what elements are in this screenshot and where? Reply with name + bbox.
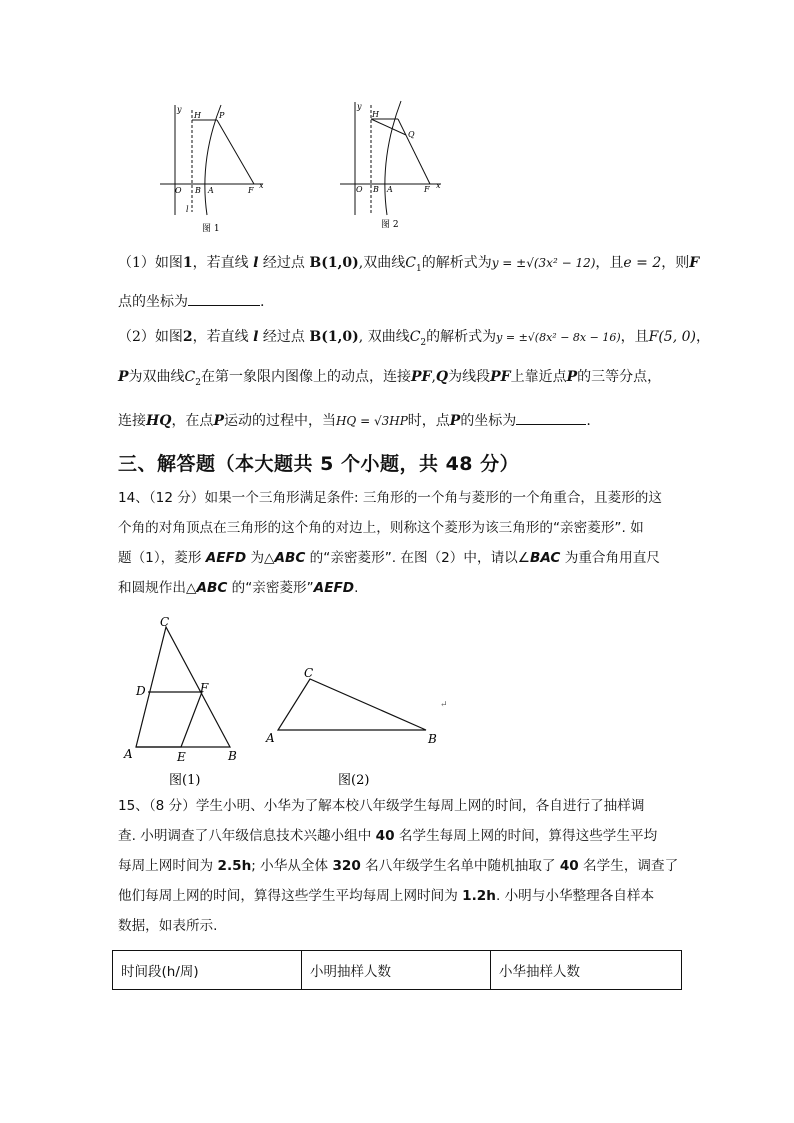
question-15 [118, 796, 680, 946]
label-h: H [372, 110, 379, 119]
q14-line4: 和圆规作出△ABC 的“亲密菱形”AEFD. [118, 580, 359, 596]
label-a: A [266, 731, 275, 745]
q15-line1: 15、（8 分）学生小明、小华为了解本校八年级学生每周上网的时间，各自进行了抽样调 [118, 798, 645, 814]
figure-1 [155, 100, 280, 235]
point-f: F(5, 0) [648, 329, 696, 345]
label-a: A [124, 747, 133, 761]
q14-line1: 14、（12 分）如果一个三角形满足条件: 三角形的一个角与菱形的一个角重合，且菱形的这 [118, 490, 662, 506]
label-e: E [177, 750, 186, 764]
label-l: l [186, 205, 189, 214]
condition-formula: HQ = √3HP [335, 414, 408, 428]
label-x: x [436, 181, 441, 190]
q15-line4: 他们每周上网的时间，算得这些学生平均每周上网时间为 1.2h. 小明与小华整理各自样本 [118, 888, 655, 904]
caption-figure-2: 图 2 [381, 220, 399, 230]
hyperbola-branch [205, 105, 221, 215]
answer-blank-1[interactable] [188, 290, 260, 306]
formula-c1: y = ±√(3x² − 12) [491, 256, 596, 270]
label-d: D [136, 684, 146, 698]
label-q: Q [408, 130, 415, 139]
figure-triangle [260, 662, 460, 792]
question-14 [118, 488, 680, 608]
answer-blank-2[interactable] [516, 409, 586, 425]
paragraph-mark-icon: ↵ [440, 700, 448, 710]
label-b: B [228, 749, 237, 763]
label-h: H [194, 111, 201, 120]
label-c: C [160, 615, 170, 629]
table-header-row [113, 951, 682, 990]
eccentricity: e = 2 [623, 255, 662, 271]
label-y: y [357, 102, 362, 111]
q15-line5: 数据，如表所示. [118, 918, 218, 934]
label-f: F [424, 185, 430, 194]
triangle-abc [136, 627, 230, 747]
formula-c2: y = ±√(8x² − 8x − 16) [496, 331, 621, 344]
caption-figure-triangle: 图(2) [338, 773, 370, 788]
hyperbola-branch [385, 101, 401, 215]
label-o: O [356, 185, 363, 194]
q13-part2-line1: （2）如图2，若直线 l 经过点 B(1,0), 双曲线$C_2$的解析式为y = ±√(8x² − 8x − 16)，且F(5, 0)， [118, 329, 710, 348]
segment-pf [217, 120, 254, 184]
q14-line2: 个角的对角顶点在三角形的这个角的对边上，则称这个菱形为该三角形的“亲密菱形”. 如 [118, 520, 644, 536]
q14-line3: 题（1），菱形 AEFD 为△ABC 的“亲密菱形”. 在图（2）中，请以∠BAC 为重合角用直尺 [118, 550, 660, 566]
label-p: P [219, 111, 225, 120]
label-c: C [304, 666, 314, 680]
header-xiaohua-count: 小华抽样人数 [491, 951, 682, 990]
label-y: y [177, 105, 182, 114]
label-a: A [208, 186, 214, 195]
section-heading: 三、解答题（本大题共 5 个小题，共 48 分） [118, 453, 520, 475]
segment-pf [398, 119, 430, 184]
q15-line3: 每周上网时间为 2.5h; 小华从全体 320 名八年级学生名单中随机抽取了 40 名学生，调查了 [118, 858, 679, 874]
rhombus-aefd [136, 692, 202, 747]
q13-part2-line3: 连接HQ，在点P运动的过程中，当HQ = √3HP时，点P的坐标为 . [118, 409, 591, 431]
label-b: B [428, 732, 437, 746]
label-a: A [387, 185, 393, 194]
segment-hq [371, 119, 406, 135]
data-table [112, 950, 682, 990]
q13-part2-line2: P为双曲线$C_2$在第一象限内图像上的动点，连接PF,Q为线段PF上靠近点P的三等分点， [118, 369, 662, 388]
triangle-abc [278, 679, 426, 730]
header-xiaoming-count: 小明抽样人数 [302, 951, 491, 990]
figure-2 [335, 97, 460, 232]
label-f: F [200, 681, 209, 695]
label-x: x [259, 181, 264, 190]
label-o: O [175, 186, 182, 195]
label-b: B [195, 186, 201, 195]
q13-part1-line1: （1）如图1，若直线 l 经过点 B(1,0),双曲线$C_1$的解析式为y = ±√(3x² − 12)，且e = 2，则F [118, 255, 700, 274]
label-b: B [373, 185, 379, 194]
q13-part1-line2: 点的坐标为 . [118, 290, 264, 312]
caption-figure-1: 图 1 [202, 224, 220, 234]
caption-figure-rhombus: 图(1) [169, 773, 201, 788]
q15-line2: 查. 小明调查了八年级信息技术兴趣小组中 40 名学生每周上网的时间，算得这些学生平均 [118, 828, 658, 844]
figure-rhombus [118, 612, 248, 792]
header-time-range: 时间段(h/周) [113, 951, 302, 990]
label-f: F [248, 186, 254, 195]
